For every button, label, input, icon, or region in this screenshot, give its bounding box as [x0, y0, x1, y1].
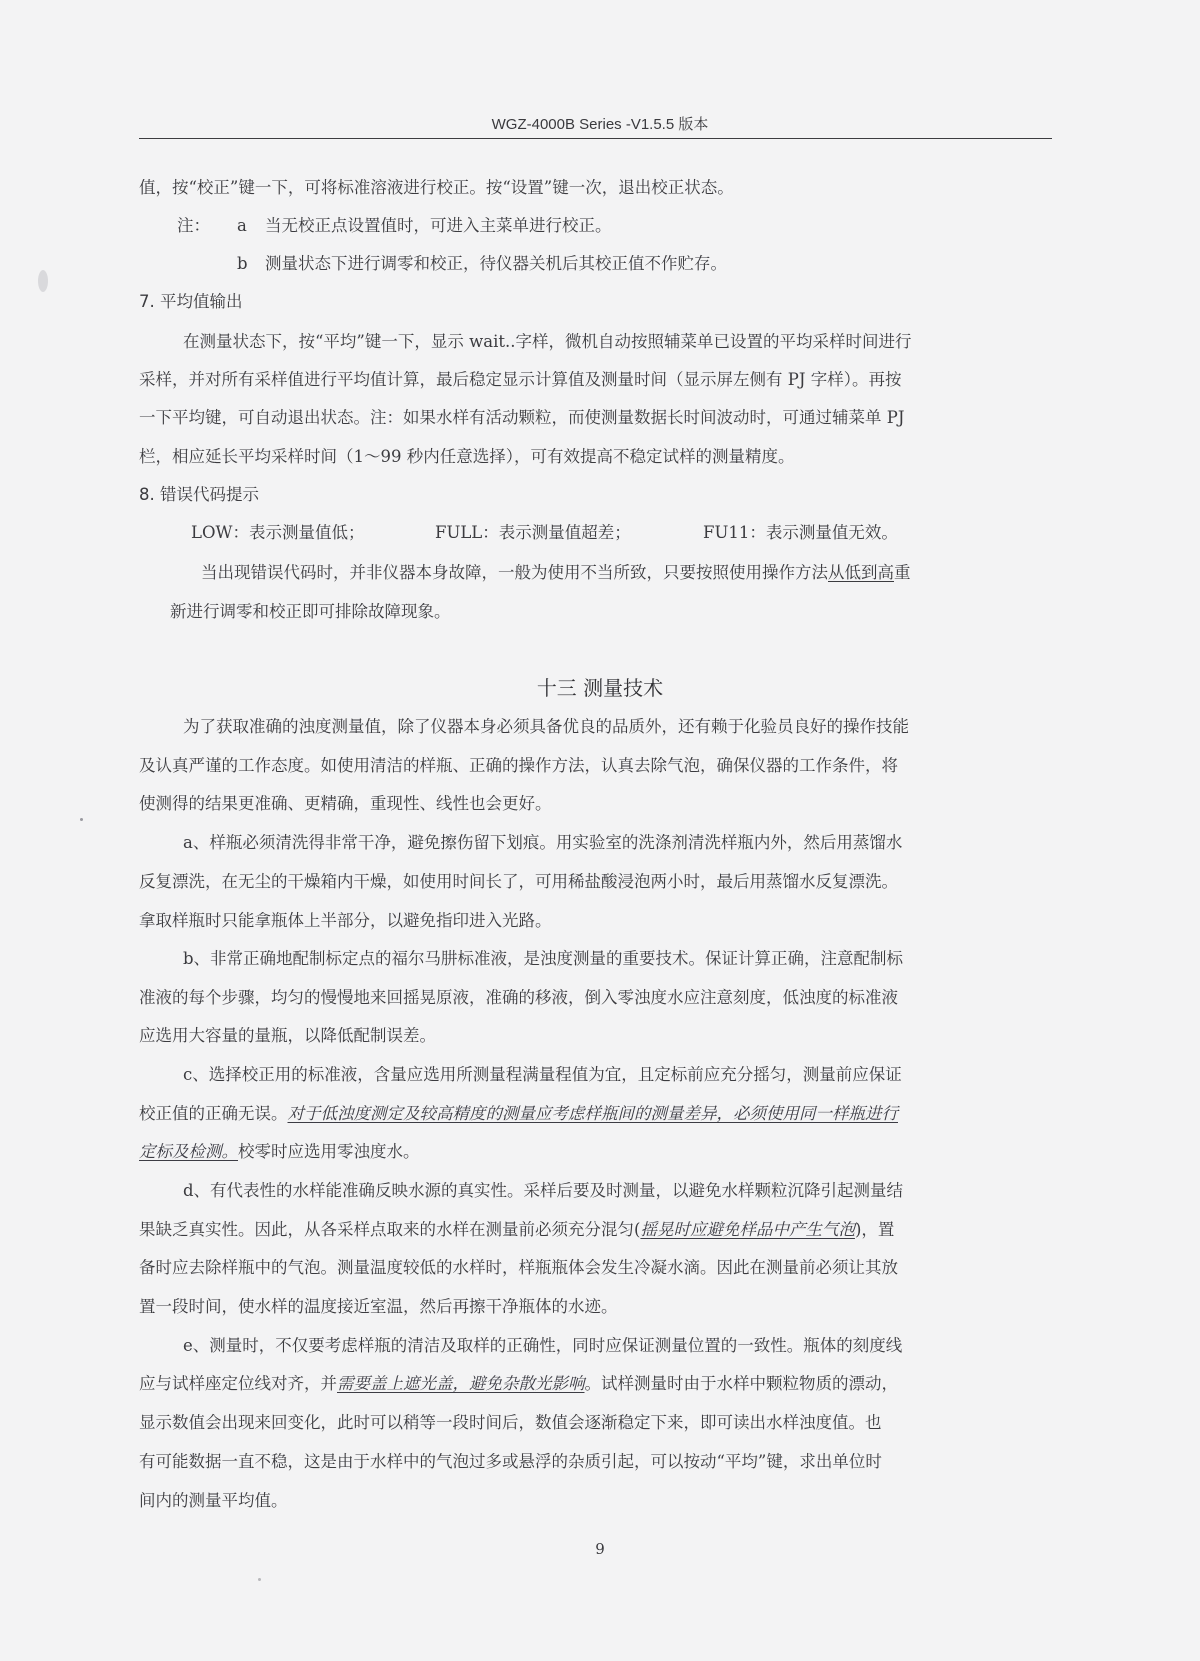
scan-speck	[258, 1578, 261, 1581]
underlined-phrase: 从低到高	[828, 563, 894, 582]
item-b-line: 准液的每个步骤，均匀的慢慢地来回摇晃原液，准确的移液，倒入零浊度水应注意刻度，低浊度的标准液	[139, 988, 898, 1007]
error-code-full: FULL：表示测量值超差；	[435, 523, 631, 542]
item-c-line	[139, 1141, 1052, 1163]
note-b-text: 测量状态下进行调零和校正，待仪器关机后其校正值不作贮存。	[265, 254, 727, 273]
item-d-line: 置一段时间，使水样的温度接近室温，然后再擦干净瓶体的水迹。	[139, 1297, 618, 1316]
item-b-line: 应选用大容量的量瓶，以降低配制误差。	[139, 1026, 436, 1045]
section-8-para-text: 重	[894, 563, 911, 582]
error-code-fu11: FU11：表示测量值无效。	[703, 523, 898, 542]
item-e-line: 有可能数据一直不稳，这是由于水样中的气泡过多或悬浮的杂质引起，可以按动“平均”键，求出单位时	[139, 1452, 882, 1471]
error-code-low: LOW：表示测量值低；	[191, 523, 365, 542]
handwritten-emphasis: 需要盖上遮光盖，避免杂散光影响	[337, 1374, 585, 1393]
handwritten-emphasis: 对于低浊度测定及较高精度的测量应考虑样瓶间的测量差异，必须使用同一样瓶进行	[287, 1104, 898, 1123]
note-a-marker: a	[237, 216, 247, 235]
continuation-line: 值，按“校正”键一下，可将标准溶液进行校正。按“设置”键一次，退出校正状态。	[139, 178, 734, 197]
section-8-para-text: 当出现错误代码时，并非仪器本身故障，一般为使用不当所致，只要按照使用操作方法	[201, 563, 828, 582]
item-c-line	[139, 1103, 1052, 1125]
section-8-para-line	[201, 562, 1052, 584]
section-8-para-line: 新进行调零和校正即可排除故障现象。	[170, 602, 451, 621]
section-8-heading: 8. 错误代码提示	[139, 485, 259, 504]
item-e-line: 显示数值会出现来回变化，此时可以稍等一段时间后，数值会逐渐稳定下来，即可读出水样浊度值。也	[139, 1413, 882, 1432]
item-a-line: a、样瓶必须清洗得非常干净，避免擦伤留下划痕。用实验室的洗涤剂清洗样瓶内外，然后用蒸馏水	[183, 833, 903, 852]
item-c-text: 校正值的正确无误。	[139, 1104, 288, 1123]
page-number: 9	[595, 1540, 605, 1558]
item-c-text: 校零时应选用零浊度水。	[238, 1142, 420, 1161]
section-7-heading: 7. 平均值输出	[139, 292, 243, 311]
section-7-line: 在测量状态下，按“平均”键一下，显示 wait..字样，微机自动按照辅菜单已设置的平均采样时间进行	[183, 332, 912, 351]
handwritten-emphasis: 定标及检测。	[139, 1142, 238, 1161]
page-header-title: WGZ-4000B Series -V1.5.5 版本	[491, 116, 709, 133]
header-rule	[139, 138, 1052, 139]
note-a-text: 当无校正点设置值时，可进入主菜单进行校正。	[265, 216, 612, 235]
item-d-line: 备时应去除样瓶中的气泡。测量温度较低的水样时，样瓶瓶体会发生冷凝水滴。因此在测量前必须让其放	[139, 1258, 898, 1277]
item-e-line: 间内的测量平均值。	[139, 1491, 288, 1510]
item-d-line	[139, 1219, 1052, 1241]
handwritten-emphasis: 摇晃时应避免样品中产生气泡	[640, 1220, 855, 1239]
item-c-line: c、选择校正用的标准液，含量应选用所测量程满量程值为宜，且定标前应充分摇匀，测量前应保证	[183, 1065, 902, 1084]
intro-line: 为了获取准确的浊度测量值，除了仪器本身必须具备优良的品质外，还有赖于化验员良好的操作技能	[183, 717, 909, 736]
item-e-line	[139, 1373, 1052, 1395]
item-d-text: 果缺乏真实性。因此，从各采样点取来的水样在测量前必须充分混匀(	[139, 1220, 641, 1239]
item-e-line: e、测量时，不仅要考虑样瓶的清洁及取样的正确性，同时应保证测量位置的一致性。瓶体的刻度线	[183, 1336, 903, 1355]
section-7-line: 采样，并对所有采样值进行平均值计算，最后稳定显示计算值及测量时间（显示屏左侧有 PJ 字样）。再按	[139, 370, 902, 389]
item-b-line: b、非常正确地配制标定点的福尔马肼标准液，是浊度测量的重要技术。保证计算正确，注意配制标	[183, 949, 904, 968]
item-e-text: 应与试样座定位线对齐，并	[139, 1374, 337, 1393]
item-d-text: )，置	[854, 1220, 895, 1239]
section-7-line: 一下平均键，可自动退出状态。注：如果水样有活动颗粒，而使测量数据长时间波动时，可通过辅菜单 PJ	[139, 408, 905, 427]
item-e-text: 。试样测量时由于水样中颗粒物质的漂动，	[584, 1374, 898, 1393]
item-a-line: 反复漂洗，在无尘的干燥箱内干燥，如使用时间长了，可用稀盐酸浸泡两小时，最后用蒸馏水反复漂洗。	[139, 872, 898, 891]
item-d-line: d、有代表性的水样能准确反映水源的真实性。采样后要及时测量，以避免水样颗粒沉降引起测量结	[183, 1181, 904, 1200]
note-b-marker: b	[237, 254, 248, 273]
note-label: 注：	[177, 216, 210, 235]
scan-speck	[80, 818, 83, 821]
scan-speck	[38, 270, 48, 292]
section-7-line: 栏，相应延长平均采样时间（1～99 秒内任意选择），可有效提高不稳定试样的测量精度。	[139, 447, 795, 466]
item-a-line: 拿取样瓶时只能拿瓶体上半部分，以避免指印进入光路。	[139, 911, 552, 930]
intro-line: 使测得的结果更准确、更精确，重现性、线性也会更好。	[139, 794, 552, 813]
section-13-heading: 十三 测量技术	[536, 676, 664, 700]
intro-line: 及认真严谨的工作态度。如使用清洁的样瓶、正确的操作方法，认真去除气泡，确保仪器的工作条件，将	[139, 756, 898, 775]
